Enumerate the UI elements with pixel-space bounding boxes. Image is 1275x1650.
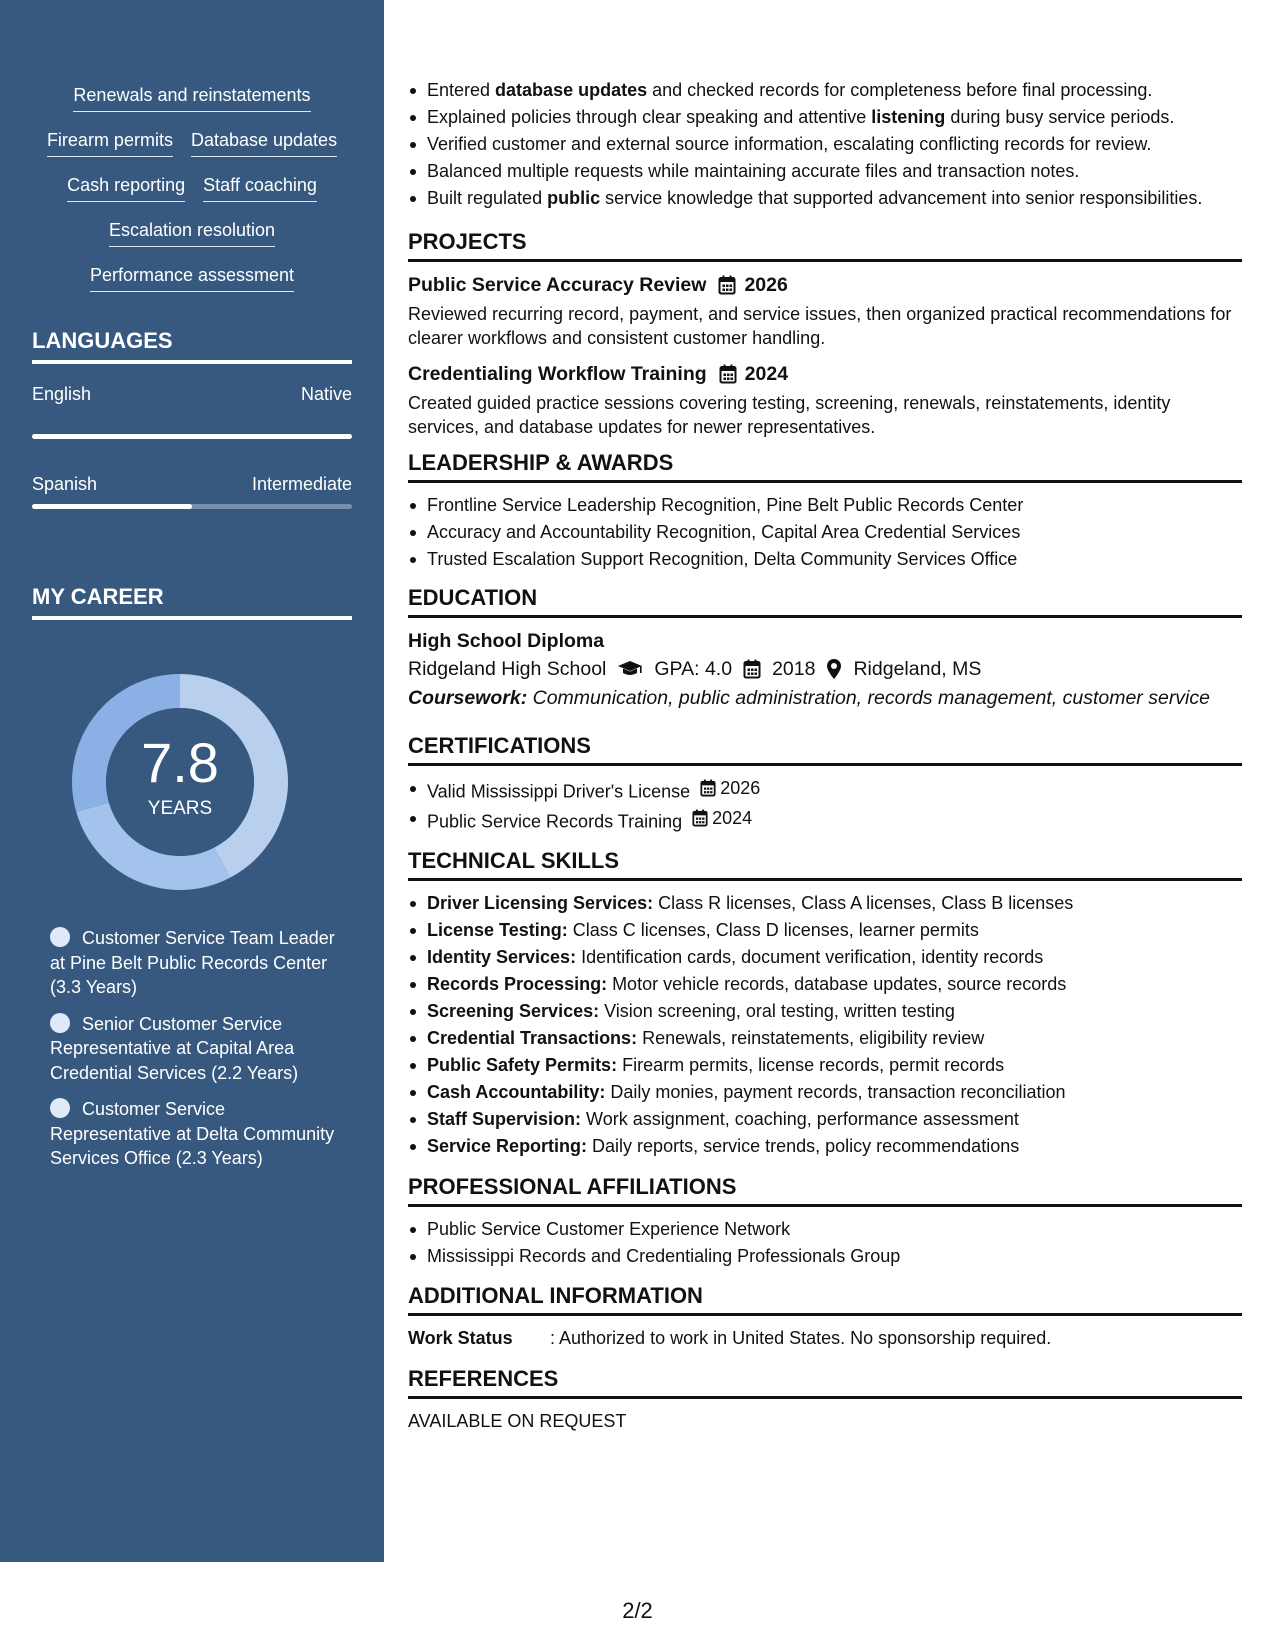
certification-name: Valid Mississippi Driver's License <box>427 780 691 801</box>
project-year: 2024 <box>744 362 789 385</box>
career-item <box>50 1012 340 1086</box>
technical-skill-item <box>408 1134 1242 1159</box>
map-pin-icon <box>826 658 842 680</box>
bullet-text: service knowledge that supported advancement into senior responsibilities. <box>600 188 1203 208</box>
list-item: Frontline Service Leadership Recognition, Pine Belt Public Records Center <box>408 493 1242 518</box>
bullet-keyword: listening <box>871 107 946 127</box>
calendar-icon <box>718 275 736 295</box>
education-heading: EDUCATION <box>408 585 1242 618</box>
language-level: Intermediate <box>251 474 352 494</box>
graduation-cap-icon <box>617 659 643 679</box>
career-total-years: 7.8 <box>141 731 219 794</box>
skill-row <box>20 129 364 174</box>
skill-category: Cash Accountability: <box>427 1081 606 1102</box>
skill-values: Class R licenses, Class A licenses, Class B licenses <box>653 892 1074 913</box>
leadership-heading: LEADERSHIP & AWARDS <box>408 450 1242 483</box>
language-name: Spanish <box>32 474 98 494</box>
career-item-text: Customer Service Representative at Delta Community Services Office (2.3 Years) <box>50 1099 335 1168</box>
certification-year: 2026 <box>720 777 761 798</box>
education-entry <box>408 628 1242 711</box>
certification-date <box>692 806 752 831</box>
language-row-english <box>32 384 352 405</box>
experience-bullet <box>408 159 1242 184</box>
skill-tag: Renewals and reinstatements <box>73 84 310 112</box>
skill-category: License Testing: <box>427 919 568 940</box>
skill-values: Vision screening, oral testing, written testing <box>599 1000 955 1021</box>
bullet-text: during busy service periods. <box>945 107 1175 127</box>
affiliations-list <box>408 1217 1242 1269</box>
list-item: Accuracy and Accountability Recognition, Capital Area Credential Services <box>408 520 1242 545</box>
skill-values: Daily reports, service trends, policy recommendations <box>587 1135 1020 1156</box>
projects-list <box>408 272 1242 440</box>
career-heading: MY CAREER <box>32 584 352 620</box>
skill-tag: Firearm permits <box>47 129 173 157</box>
bullet-keyword: database updates <box>495 80 648 100</box>
certification-name: Public Service Records Training <box>427 811 683 831</box>
certification-item <box>408 806 1242 834</box>
language-name: English <box>32 384 92 404</box>
references-heading: REFERENCES <box>408 1366 1242 1399</box>
projects-heading: PROJECTS <box>408 229 1242 262</box>
languages-heading: LANGUAGES <box>32 328 352 364</box>
calendar-icon <box>700 779 716 797</box>
project-date <box>718 272 787 298</box>
education-degree: High School Diploma <box>408 630 605 652</box>
list-item: Public Service Customer Experience Network <box>408 1217 1242 1242</box>
certification-item <box>408 776 1242 804</box>
affiliations-heading: PROFESSIONAL AFFILIATIONS <box>408 1174 1242 1207</box>
bullet-keyword: public <box>547 188 601 208</box>
leadership-list <box>408 493 1242 572</box>
career-legend-dot <box>50 927 70 947</box>
skill-category: Credential Transactions: <box>427 1027 638 1048</box>
project-title: Credentialing Workflow Training <box>408 362 707 385</box>
technical-skills-list <box>408 891 1242 1159</box>
work-status-label: Work Status <box>408 1327 513 1348</box>
work-status-row <box>408 1326 1242 1350</box>
career-list <box>50 926 340 1183</box>
skill-values: Identification cards, document verification, identity records <box>576 946 1044 967</box>
references-text: AVAILABLE ON REQUEST <box>408 1410 627 1431</box>
additional-info-heading: ADDITIONAL INFORMATION <box>408 1283 1242 1316</box>
calendar-icon <box>743 659 761 679</box>
career-item-text: Customer Service Team Leader at Pine Belt Public Records Center (3.3 Years) <box>50 928 335 997</box>
education-location: Ridgeland, MS <box>853 658 982 680</box>
technical-skill-item <box>408 1026 1242 1051</box>
education-school: Ridgeland High School <box>408 658 607 680</box>
technical-skill-item <box>408 1080 1242 1105</box>
career-legend-dot <box>50 1098 70 1118</box>
skill-category: Public Safety Permits: <box>427 1054 618 1075</box>
bullet-text: Verified customer and external source information, escalating conflicting records for review. <box>427 134 1152 154</box>
skill-row <box>20 84 364 129</box>
career-total-unit: YEARS <box>147 798 213 819</box>
skill-values: Daily monies, payment records, transaction reconciliation <box>605 1081 1066 1102</box>
skill-values: Renewals, reinstatements, eligibility review <box>637 1027 985 1048</box>
career-item <box>50 926 340 1000</box>
work-status-value: : Authorized to work in United States. No sponsorship required. <box>550 1327 1052 1348</box>
project-title-row <box>408 361 1242 387</box>
main-content <box>408 78 1242 1433</box>
bullet-text: and checked records for completeness before final processing. <box>647 80 1153 100</box>
experience-bullets <box>408 78 1242 211</box>
education-gpa: GPA: 4.0 <box>654 658 733 680</box>
education-year: 2018 <box>772 658 816 680</box>
skills-cloud <box>20 84 364 309</box>
career-item-text: Senior Customer Service Representative at Capital Area Credential Services (2.2 Years) <box>50 1013 299 1083</box>
skill-values: Class C licenses, Class D licenses, learner permits <box>567 919 979 940</box>
skill-tag: Staff coaching <box>203 174 317 202</box>
education-details <box>408 654 1242 684</box>
skill-row <box>20 174 364 219</box>
bullet-text: Entered <box>427 80 496 100</box>
language-row-spanish <box>32 474 352 495</box>
project-date <box>719 361 788 387</box>
skill-tag: Database updates <box>191 129 337 157</box>
skill-tag: Escalation resolution <box>109 219 275 247</box>
experience-bullet <box>408 132 1242 157</box>
skill-row <box>20 264 364 309</box>
language-level: Native <box>300 384 352 404</box>
language-bar-english <box>32 434 352 439</box>
page-number: 2/2 <box>622 1598 653 1623</box>
skill-category: Screening Services: <box>427 1000 600 1021</box>
skill-row <box>20 219 364 264</box>
skill-category: Staff Supervision: <box>427 1108 582 1129</box>
technical-skill-item <box>408 1053 1242 1078</box>
skill-tag: Performance assessment <box>90 264 294 292</box>
experience-bullet <box>408 105 1242 130</box>
project-year: 2026 <box>744 273 788 296</box>
language-bar-fill <box>32 434 352 439</box>
sidebar <box>0 0 384 1562</box>
list-item: Trusted Escalation Support Recognition, Delta Community Services Office <box>408 547 1242 572</box>
certifications-list <box>408 776 1242 834</box>
certifications-heading: CERTIFICATIONS <box>408 733 1242 766</box>
calendar-icon <box>692 809 708 827</box>
coursework-text: Communication, public administration, records management, customer service <box>527 687 1210 709</box>
technical-skill-item <box>408 918 1242 943</box>
certification-date <box>700 776 760 801</box>
technical-skill-item <box>408 1107 1242 1132</box>
language-bar-spanish <box>32 504 352 509</box>
project-description: Created guided practice sessions covering testing, screening, renewals, reinstatements, identity services, and database updates for newer representatives. <box>408 392 1171 437</box>
language-bar-fill <box>32 504 192 509</box>
career-item <box>50 1097 340 1171</box>
career-donut-chart <box>62 664 298 900</box>
bullet-text: Built regulated <box>427 188 548 208</box>
calendar-icon <box>719 364 737 384</box>
certification-year: 2024 <box>712 807 753 828</box>
skill-category: Records Processing: <box>427 973 608 994</box>
skill-values: Motor vehicle records, database updates, source records <box>607 973 1067 994</box>
experience-bullet <box>408 78 1242 103</box>
skill-category: Driver Licensing Services: <box>427 892 654 913</box>
coursework-label: Coursework: <box>408 687 528 709</box>
experience-bullet <box>408 186 1242 211</box>
education-coursework <box>408 686 1242 711</box>
skill-values: Work assignment, coaching, performance assessment <box>581 1108 1019 1129</box>
project-title: Public Service Accuracy Review <box>408 273 707 296</box>
technical-skill-item <box>408 972 1242 997</box>
bullet-text: Explained policies through clear speaking and attentive <box>427 107 872 127</box>
technical-skill-item <box>408 999 1242 1024</box>
project-title-row <box>408 272 1242 298</box>
career-legend-dot <box>50 1013 70 1033</box>
technical-skills-heading: TECHNICAL SKILLS <box>408 848 1242 881</box>
skill-category: Identity Services: <box>427 946 577 967</box>
technical-skill-item <box>408 945 1242 970</box>
skill-values: Firearm permits, license records, permit records <box>617 1054 1005 1075</box>
list-item: Mississippi Records and Credentialing Professionals Group <box>408 1244 1242 1269</box>
project-description: Reviewed recurring record, payment, and service issues, then organized practical recommendations for clearer workflows and consistent customer handling. <box>408 303 1232 348</box>
skill-tag: Cash reporting <box>67 174 185 202</box>
bullet-text: Balanced multiple requests while maintaining accurate files and transaction notes. <box>427 161 1080 181</box>
skill-category: Service Reporting: <box>427 1135 588 1156</box>
technical-skill-item <box>408 891 1242 916</box>
